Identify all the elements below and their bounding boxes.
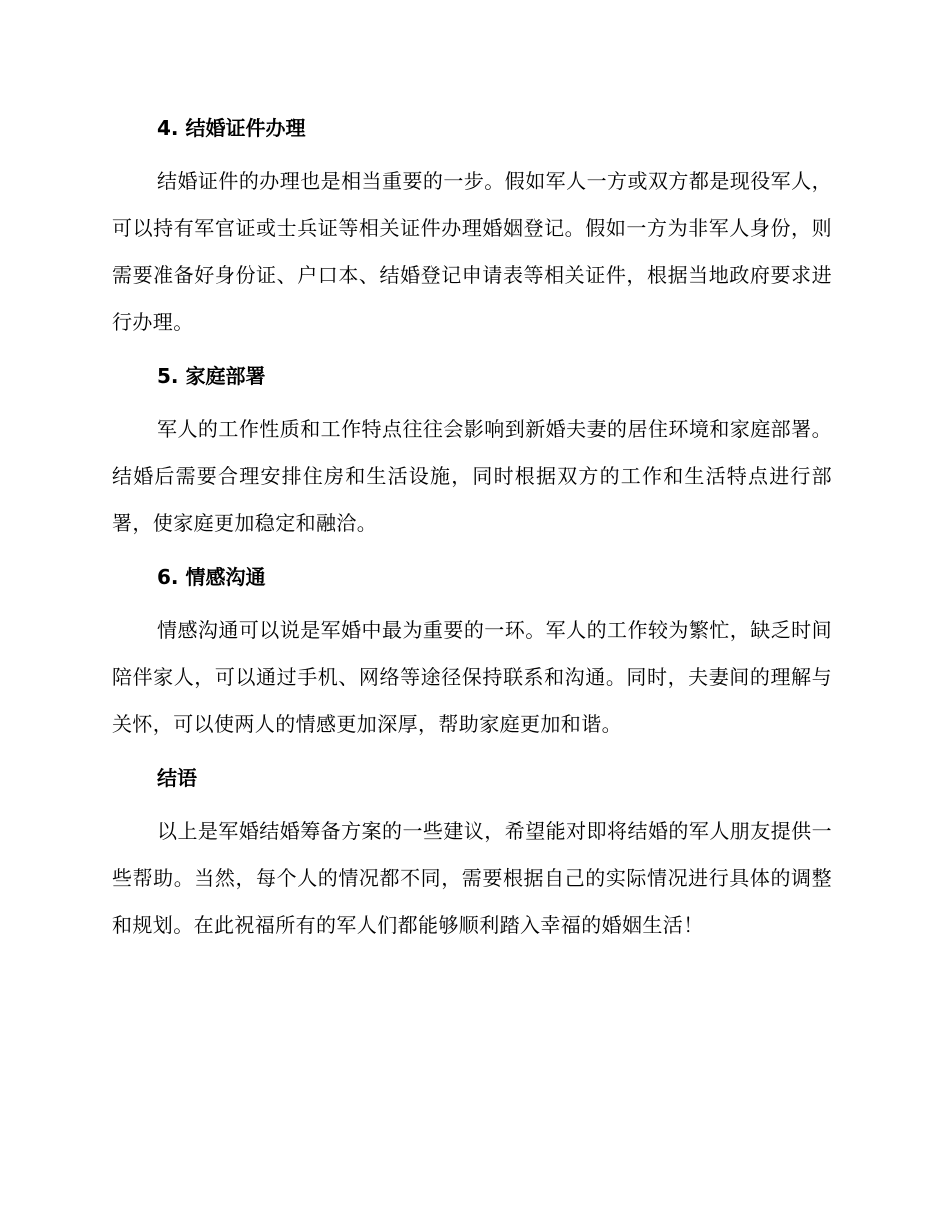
section-heading-certificates: 4. 结婚证件办理: [157, 116, 306, 140]
section-heading-conclusion: 结语: [157, 766, 197, 790]
section-paragraph-certificates: 结婚证件的办理也是相当重要的一步。假如军人一方或双方都是现役军人，可以持有军官证或士兵证等相关证件办理婚姻登记。假如一方为非军人身份，则需要准备好身份证、户口本、结婚登记申请表等相关证件，根据当地政府要求进行办理。: [112, 169, 832, 334]
section-paragraph-household: 军人的工作性质和工作特点往往会影响到新婚夫妻的居住环境和家庭部署。结婚后需要合理安排住房和生活设施，同时根据双方的工作和生活特点进行部署，使家庭更加稳定和融洽。: [112, 417, 832, 535]
section-heading-communication: 6. 情感沟通: [157, 565, 266, 589]
section-paragraph-conclusion: 以上是军婚结婚筹备方案的一些建议，希望能对即将结婚的军人朋友提供一些帮助。当然，每个人的情况都不同，需要根据自己的实际情况进行具体的调整和规划。在此祝福所有的军人们都能够顺利踏入幸福的婚姻生活！: [112, 819, 832, 937]
section-heading-household: 5. 家庭部署: [157, 364, 266, 388]
document-page: [112, 112, 832, 949]
section-paragraph-communication: 情感沟通可以说是军婚中最为重要的一环。军人的工作较为繁忙，缺乏时间陪伴家人，可以通过手机、网络等途径保持联系和沟通。同时，夫妻间的理解与关怀，可以使两人的情感更加深厚，帮助家庭更加和谐。: [112, 618, 832, 736]
